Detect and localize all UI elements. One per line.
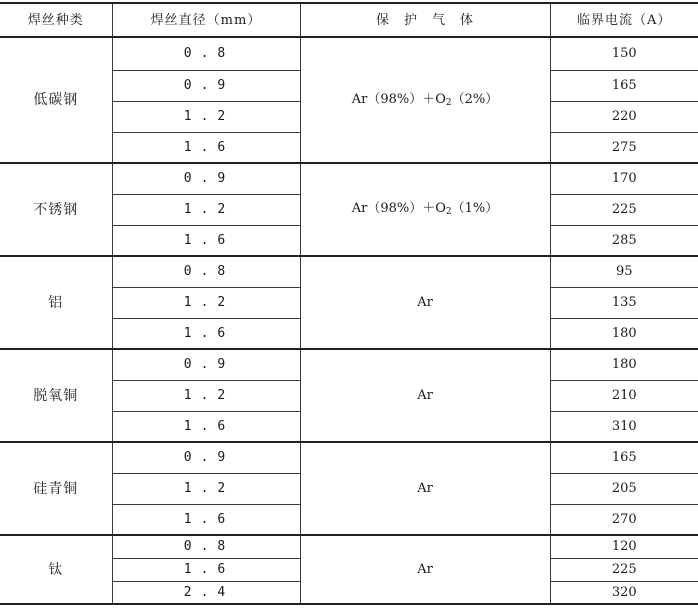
critical-current-table — [0, 2, 698, 605]
material-cell: 硅青铜 — [0, 442, 112, 535]
diameter-cell: 0.8 — [112, 37, 300, 70]
header-diameter: 焊丝直径（mm） — [112, 3, 300, 37]
diameter-cell: 0.9 — [112, 163, 300, 194]
header-row — [0, 3, 698, 37]
header-gas: 保 护 气 体 — [300, 3, 550, 37]
gas-cell — [300, 37, 550, 163]
diameter-cell: 0.9 — [112, 349, 300, 380]
current-cell: 205 — [550, 473, 698, 504]
gas-cell — [300, 349, 550, 442]
table-row — [0, 535, 698, 558]
table-row — [0, 442, 698, 473]
diameter-cell: 0.9 — [112, 442, 300, 473]
diameter-cell: 1.2 — [112, 194, 300, 225]
gas-ratio: （2%） — [451, 91, 499, 107]
gas-text: Ar — [417, 562, 433, 577]
diameter-cell: 1.6 — [112, 318, 300, 349]
diameter-cell: 2.4 — [112, 581, 300, 604]
current-cell: 135 — [550, 287, 698, 318]
header-current: 临界电流（A） — [550, 3, 698, 37]
material-cell: 铝 — [0, 256, 112, 349]
diameter-cell: 1.2 — [112, 101, 300, 132]
gas-cell — [300, 256, 550, 349]
gas-text: Ar（98%）＋O — [351, 201, 446, 216]
current-cell: 225 — [550, 558, 698, 581]
current-cell: 150 — [550, 37, 698, 70]
gas-cell — [300, 163, 550, 256]
current-cell: 285 — [550, 225, 698, 256]
material-cell: 钛 — [0, 535, 112, 604]
diameter-cell: 1.6 — [112, 504, 300, 535]
current-cell: 275 — [550, 132, 698, 163]
current-cell: 220 — [550, 101, 698, 132]
diameter-cell: 1.2 — [112, 287, 300, 318]
gas-text: Ar — [417, 481, 433, 496]
current-cell: 180 — [550, 349, 698, 380]
diameter-cell: 1.6 — [112, 411, 300, 442]
current-cell: 120 — [550, 535, 698, 558]
current-cell: 165 — [550, 70, 698, 101]
gas-subscript: 2 — [445, 97, 452, 108]
diameter-cell: 1.2 — [112, 473, 300, 504]
table-row — [0, 349, 698, 380]
current-cell: 95 — [550, 256, 698, 287]
current-cell: 210 — [550, 380, 698, 411]
current-cell: 310 — [550, 411, 698, 442]
gas-text: Ar（98%）＋O — [351, 91, 446, 107]
diameter-cell: 1.6 — [112, 132, 300, 163]
diameter-cell: 1.6 — [112, 225, 300, 256]
current-cell: 225 — [550, 194, 698, 225]
gas-cell — [300, 535, 550, 604]
current-cell: 165 — [550, 442, 698, 473]
table-row — [0, 37, 698, 70]
diameter-cell: 0.9 — [112, 70, 300, 101]
table-body — [0, 37, 698, 604]
diameter-cell: 1.6 — [112, 558, 300, 581]
current-cell: 320 — [550, 581, 698, 604]
diameter-cell: 1.2 — [112, 380, 300, 411]
gas-subscript: 2 — [445, 207, 452, 217]
header-wire-type: 焊丝种类 — [0, 3, 112, 37]
gas-cell — [300, 442, 550, 535]
gas-ratio: （1%） — [451, 201, 499, 216]
material-cell: 不锈钢 — [0, 163, 112, 256]
material-cell: 脱氧铜 — [0, 349, 112, 442]
diameter-cell: 0.8 — [112, 256, 300, 287]
material-cell: 低碳钢 — [0, 37, 112, 163]
current-cell: 270 — [550, 504, 698, 535]
gas-text: Ar — [417, 388, 433, 403]
diameter-cell: 0.8 — [112, 535, 300, 558]
current-cell: 170 — [550, 163, 698, 194]
table-row — [0, 256, 698, 287]
current-cell: 180 — [550, 318, 698, 349]
table-row — [0, 163, 698, 194]
gas-text: Ar — [417, 295, 433, 310]
